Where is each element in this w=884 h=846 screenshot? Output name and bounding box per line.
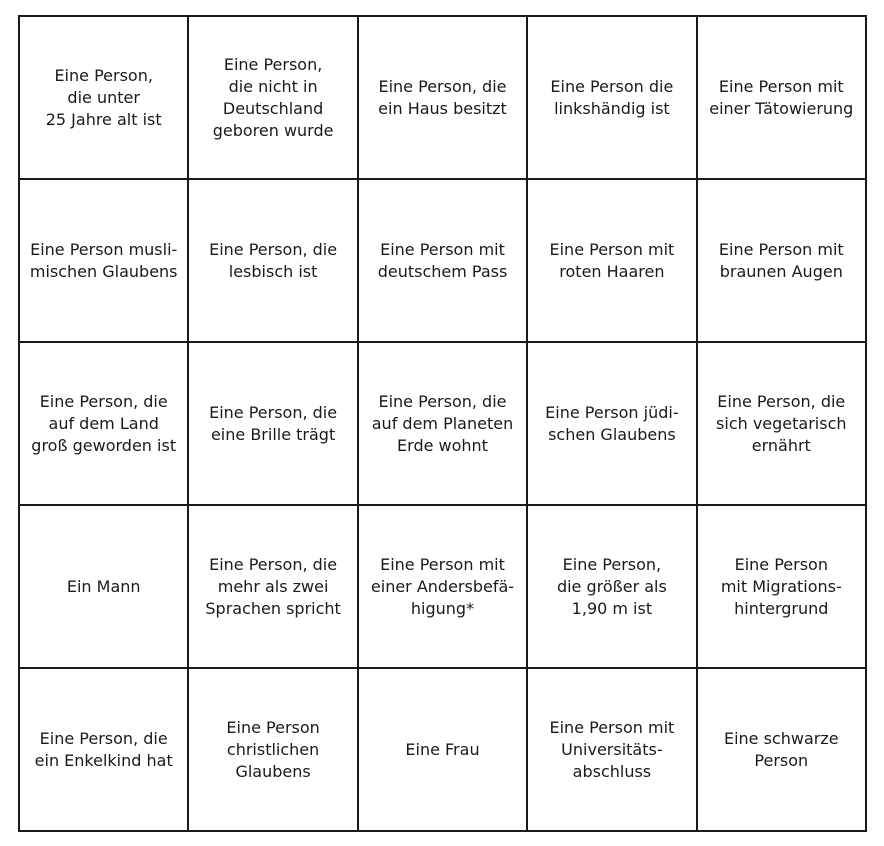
cell-text: Eine Person mit braunen Augen (718, 239, 844, 281)
bingo-cell (359, 17, 528, 180)
cell-text: Eine Person, die auf dem Planeten Erde wohnt (371, 391, 514, 455)
bingo-cell (528, 669, 697, 832)
bingo-cell (698, 17, 867, 180)
bingo-cell (189, 506, 358, 669)
cell-text: Eine Person mit deutschem Pass (377, 239, 508, 281)
bingo-cell (698, 669, 867, 832)
cell-text: Eine Person musli- mischen Glaubens (29, 239, 178, 281)
cell-text: Eine Person, die ein Haus besitzt (378, 76, 507, 118)
bingo-cell (698, 506, 867, 669)
bingo-cell (20, 17, 189, 180)
bingo-cell (189, 180, 358, 343)
bingo-cell (528, 506, 697, 669)
cell-text: Eine Person, die ein Enkelkind hat (34, 728, 173, 770)
cell-text: Eine Person christlichen Glaubens (226, 717, 320, 781)
cell-text: Eine Person mit Migrations- hintergrund (720, 554, 842, 618)
bingo-cell (20, 180, 189, 343)
cell-text: Eine Person, die nicht in Deutschland geboren wurde (212, 54, 334, 140)
bingo-cell (528, 343, 697, 506)
bingo-cell (189, 343, 358, 506)
cell-text: Eine Person jüdi- schen Glaubens (545, 402, 679, 444)
bingo-cell (698, 343, 867, 506)
bingo-cell (359, 343, 528, 506)
cell-text: Eine Person, die eine Brille trägt (209, 402, 338, 444)
cell-text: Eine Person mit Universitäts- abschluss (549, 717, 675, 781)
cell-text: Eine Frau (405, 739, 480, 759)
cell-text: Eine Person, die mehr als zwei Sprachen spricht (205, 554, 341, 618)
bingo-grid (18, 15, 867, 832)
cell-text: Eine Person mit einer Tätowierung (709, 76, 854, 118)
bingo-cell (528, 17, 697, 180)
cell-text: Eine Person mit roten Haaren (549, 239, 675, 281)
cell-text: Eine Person, die lesbisch ist (209, 239, 338, 281)
cell-text: Eine Person, die sich vegetarisch ernährt (716, 391, 847, 455)
bingo-cell (189, 17, 358, 180)
bingo-cell (359, 180, 528, 343)
cell-text: Eine Person die linkshändig ist (550, 76, 674, 118)
bingo-cell (528, 180, 697, 343)
bingo-cell (20, 343, 189, 506)
cell-text: Eine Person, die unter 25 Jahre alt ist (45, 65, 162, 129)
cell-text: Ein Mann (66, 576, 141, 596)
bingo-cell (359, 506, 528, 669)
bingo-cell (698, 180, 867, 343)
cell-text: Eine Person mit einer Andersbefä- higung* (370, 554, 515, 618)
cell-text: Eine schwarze Person (723, 728, 839, 770)
cell-text: Eine Person, die auf dem Land groß geworden ist (31, 391, 177, 455)
bingo-cell (189, 669, 358, 832)
bingo-cell (359, 669, 528, 832)
bingo-cell (20, 669, 189, 832)
cell-text: Eine Person, die größer als 1,90 m ist (556, 554, 667, 618)
bingo-cell (20, 506, 189, 669)
